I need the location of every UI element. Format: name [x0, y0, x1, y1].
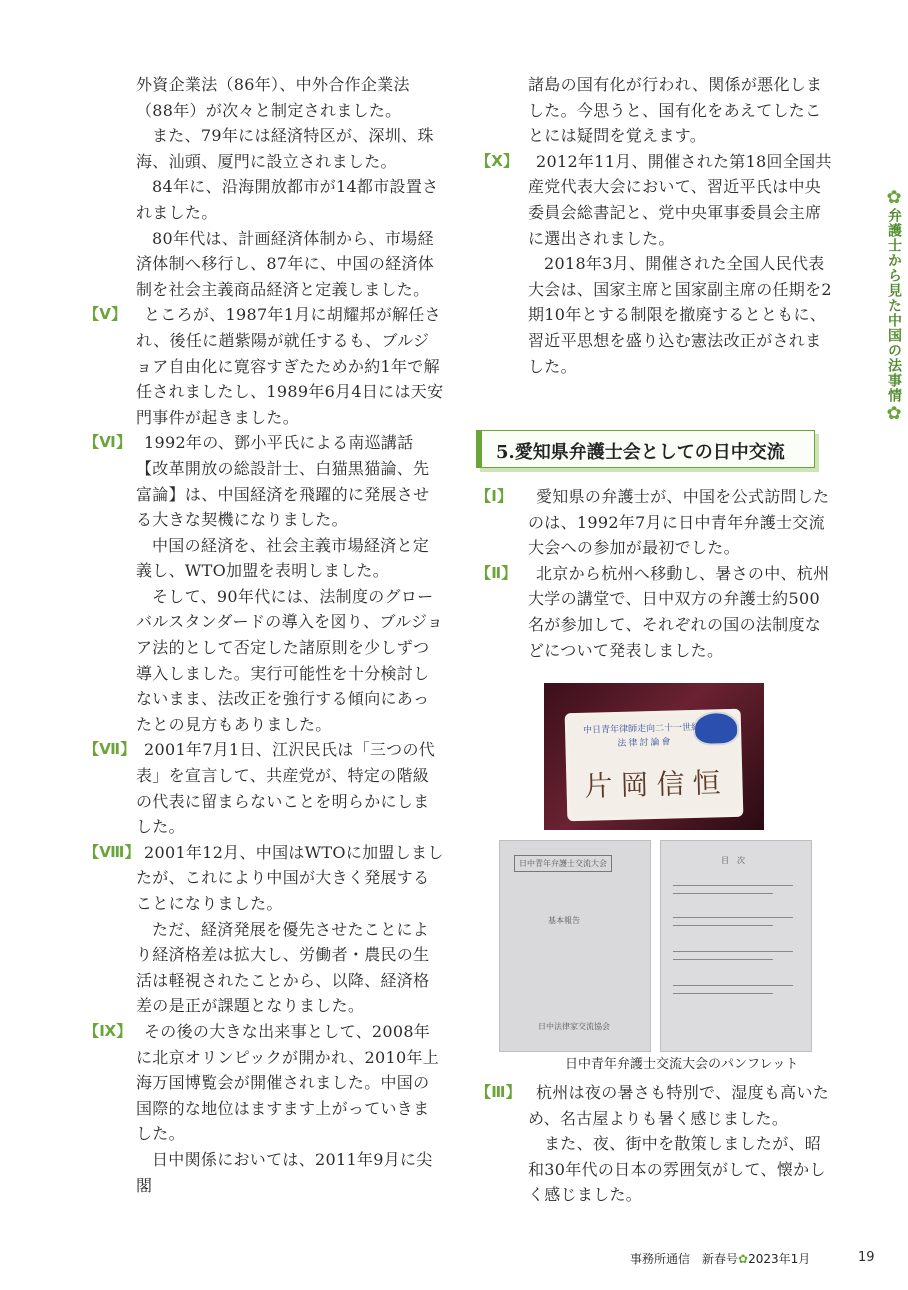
pamphlet-contents-photo [660, 840, 812, 1052]
paragraph: 外資企業法（86年）、中外合作企業法（88年）が次々と制定されました。 [136, 75, 410, 120]
section-heading [476, 430, 815, 468]
item-text: 愛知県の弁護士が、中国を公式訪問したのは、1992年7月に日中青年弁護士交流大会への参加が最初でした。 [528, 487, 830, 558]
right-column-section5 [476, 484, 832, 663]
item-marker: 【Ⅱ】 [476, 563, 517, 582]
paragraph: 80年代は、計画経済体制から、市場経済体制へ移行し、87年に、中国の経済体制を社会主義商品経済と定義しました。 [136, 228, 435, 299]
item-marker: 【Ⅵ】 [84, 433, 132, 452]
item-marker: 【Ⅴ】 [84, 305, 127, 324]
pamphlet-title: 日中青年弁護士交流大会 [514, 855, 612, 872]
toc-line [673, 885, 793, 886]
badge-event-subtitle: 法律討論會 [617, 737, 673, 749]
item-text: 1992年の、鄧小平氏による南巡講話【改革開放の総設計士、白猫黒猫論、先富論】は、中国経済を飛躍的に発展させる大きな契機になりました。 [136, 433, 430, 530]
numbered-item [84, 737, 444, 839]
pamphlet-footer: 日中法律家交流協会 [538, 1022, 610, 1031]
numbered-item [476, 561, 832, 663]
numbered-item [476, 1080, 832, 1131]
right-column-bottom [476, 1080, 832, 1208]
item-text: 杭州は夜の暑さも特別で、湿度も高いため、名古屋よりも暑く感じました。 [528, 1083, 830, 1128]
item-text: 2012年11月、開催された第18回全国共産党代表大会において、習近平氏は中央委員会総書記と、党中央軍事委員会主席に選出されました。 [528, 151, 832, 248]
right-column [476, 72, 832, 379]
photo-caption: 日中青年弁護士交流大会のパンフレット [565, 1057, 799, 1072]
item-marker: 【Ⅷ】 [84, 842, 140, 861]
paragraph: 日中関係においては、2011年9月に尖閣 [136, 1149, 433, 1195]
contents-title: 目 次 [721, 856, 745, 865]
page-number: 19 [858, 1250, 875, 1265]
badge-card [565, 709, 744, 822]
pamphlet-cover-photo [499, 840, 651, 1052]
toc-line [673, 959, 773, 960]
side-tab-label: 弁護士から見た中国の法事情 [886, 208, 902, 403]
numbered-item [84, 430, 444, 532]
item-marker: 【Ⅰ】 [476, 487, 513, 505]
paragraph: そして、90年代には、法制度のグローバルスタンダードの導入を図り、ブルジョア法的として否定した諸原則を少しずつ導入しました。実行可能性を十分検討しないまま、法改正を強行する傾向にあったとの見方もありました。 [136, 586, 444, 734]
toc-line [673, 951, 793, 952]
item-marker: 【Ⅸ】 [84, 1021, 132, 1040]
numbered-item [84, 840, 444, 917]
flower-icon: ✿ [738, 1252, 749, 1266]
name-badge-photo [544, 683, 764, 830]
section-heading-text: 5.愛知県弁護士会としての日中交流 [496, 442, 785, 463]
paragraph: 84年に、沿海開放都市が14都市設置されました。 [136, 177, 439, 222]
numbered-item [476, 484, 832, 561]
toc-line [673, 993, 773, 994]
left-column [84, 72, 444, 1198]
footer-date: 2023年1月 [748, 1252, 811, 1266]
paragraph: また、夜、街中を散策しましたが、昭和30年代の日本の雰囲気がして、懐かしく感じました。 [528, 1134, 826, 1205]
item-marker: 【Ⅶ】 [84, 740, 136, 759]
toc-line [673, 917, 793, 918]
badge-name: 片岡信恒 [584, 766, 729, 803]
footer [630, 1250, 810, 1267]
paragraph: 2018年3月、開催された全国人民代表大会は、国家主席と国家副主席の任期を2期10年とする制限を撤廃するとともに、習近平思想を盛り込む憲法改正がされました。 [528, 254, 832, 376]
item-marker: 【Ⅹ】 [476, 151, 519, 170]
pamphlet-subtitle: 基本報告 [548, 916, 580, 925]
item-text: 2001年12月、中国はWTOに加盟しましたが、これにより中国が大きく発展することになりました。 [136, 842, 444, 913]
numbered-item [476, 149, 832, 251]
item-text: 北京から杭州へ移動し、暑さの中、杭州大学の講堂で、日中双方の弁護士約500名が参加して、それぞれの国の法制度などについて発表しました。 [528, 563, 830, 660]
numbered-item [84, 1019, 444, 1147]
paragraph: 諸島の国有化が行われ、関係が悪化しました。今思うと、国有化をあえてしたことには疑問を覚えます。 [528, 75, 823, 146]
flower-icon: ✿ [886, 187, 902, 208]
item-text: その後の大きな出来事として、2008年に北京オリンピックが開かれ、2010年上海万国博覧会が開催されました。中国の国際的な地位はますます上がっていきました。 [136, 1021, 440, 1144]
paragraph: 中国の経済を、社会主義市場経済と定義し、WTO加盟を表明しました。 [136, 535, 430, 581]
toc-line [673, 925, 773, 926]
item-marker: 【Ⅲ】 [476, 1083, 522, 1101]
paragraph: また、79年には経済特区が、深圳、珠海、汕頭、厦門に設立されました。 [136, 126, 434, 171]
item-text: 2001年7月1日、江沢民氏は「三つの代表」を宣言して、共産党が、特定の階級の代表に留まらないことを明らかにしました。 [136, 740, 436, 837]
item-text: ところが、1987年1月に胡耀邦が解任され、後任に趙紫陽が就任するも、ブルジョア自由化に寛容すぎたためか約1年で解任されましたし、1989年6月4日には天安門事件が起きました。 [136, 305, 444, 427]
badge-event-title: 中日青年律師走向二十一世紀 [582, 722, 701, 736]
paragraph: ただ、経済発展を優先させたことにより経済格差は拡大し、労働者・農民の生活は軽視されたことから、以降、経済格差の是正が課題となりました。 [136, 919, 430, 1016]
numbered-item [84, 302, 444, 430]
footer-publication: 事務所通信 新春号 [630, 1252, 739, 1266]
toc-line [673, 985, 793, 986]
flower-icon: ✿ [886, 403, 902, 424]
toc-line [673, 893, 773, 894]
